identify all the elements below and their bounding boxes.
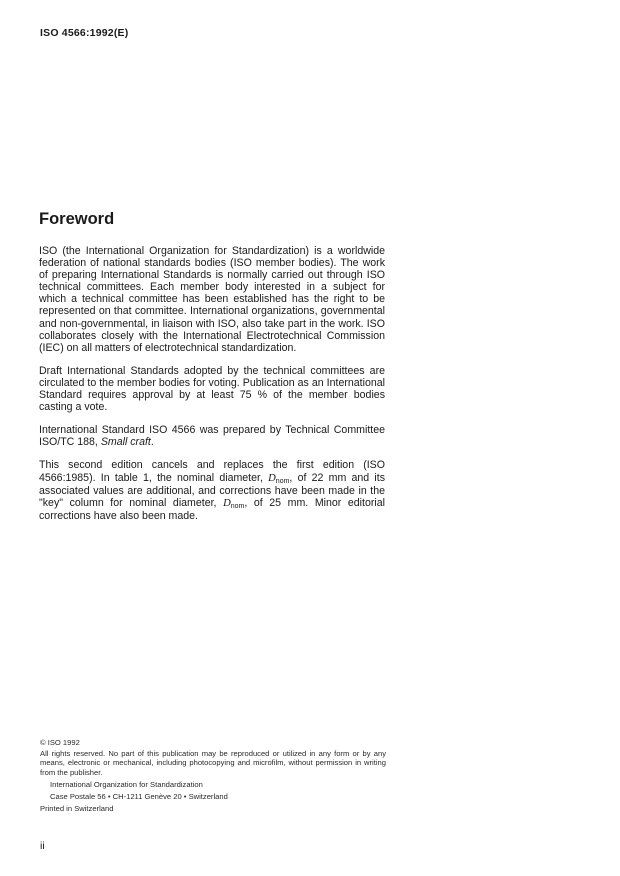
edition-text-b: , of 22 mm and its associated values are additional, and corrections have been made in the "key" column for nominal diameter, <box>39 471 385 509</box>
printed-in: Printed in Switzerland <box>40 803 114 813</box>
edition-text-c: , of 25 mm. Minor editorial corrections have also been made. <box>39 496 385 522</box>
variable-d: D <box>268 472 276 484</box>
paragraph-edition-note <box>39 459 385 521</box>
paragraph-draft-standards: Draft International Standards adopted by the technical committees are circulated to the member bodies for voting. Publication as an International Standard requires approval by at least 75 % of the member bodies casting a vote. <box>39 364 385 414</box>
page-number: ii <box>40 840 45 852</box>
organization-name: International Organization for Standardization <box>50 780 203 790</box>
copyright-footer <box>40 738 386 813</box>
copyright-line: © ISO 1992 <box>40 738 80 747</box>
subscript-nom: nom <box>275 477 290 485</box>
prepared-by-end: . <box>150 436 154 449</box>
variable-d: D <box>223 497 231 509</box>
committee-name: Small craft <box>100 436 151 449</box>
page-title: Foreword <box>39 210 115 228</box>
organization-address: Case Postale 56 • CH-1211 Genève 20 • Switzerland <box>50 791 228 801</box>
document-id-header: ISO 4566:1992(E) <box>40 27 129 39</box>
paragraph-iso-description: ISO (the International Organization for Standardization) is a worldwide federation of national standards bodies (ISO member bodies). The work of preparing International Standards is normally carried out through ISO technical committees. Each member body interested in a subject for which a technical committee has been established has the right to be represented on that committee. International organizations, governmental and non-governmental, in liaison with ISO, also take part in the work. ISO collaborates closely with the International Electrotechnical Commission (IEC) on all matters of electrotechnical standardization. <box>39 245 385 354</box>
paragraph-prepared-by <box>39 424 385 448</box>
prepared-by-text: International Standard ISO 4566 was prepared by Technical Committee ISO/TC 188, <box>39 424 385 449</box>
foreword-body <box>39 245 385 522</box>
subscript-nom: nom <box>230 502 245 510</box>
edition-text-a: This second edition cancels and replaces the first edition (ISO 4566:1985). In table 1, the nominal diameter, <box>39 459 385 484</box>
rights-statement: All rights reserved. No part of this publication may be reproduced or utilized in any form or by any means, electronic or mechanical, including photocopying and microfilm, without permission in writing from the publisher. <box>40 748 386 777</box>
